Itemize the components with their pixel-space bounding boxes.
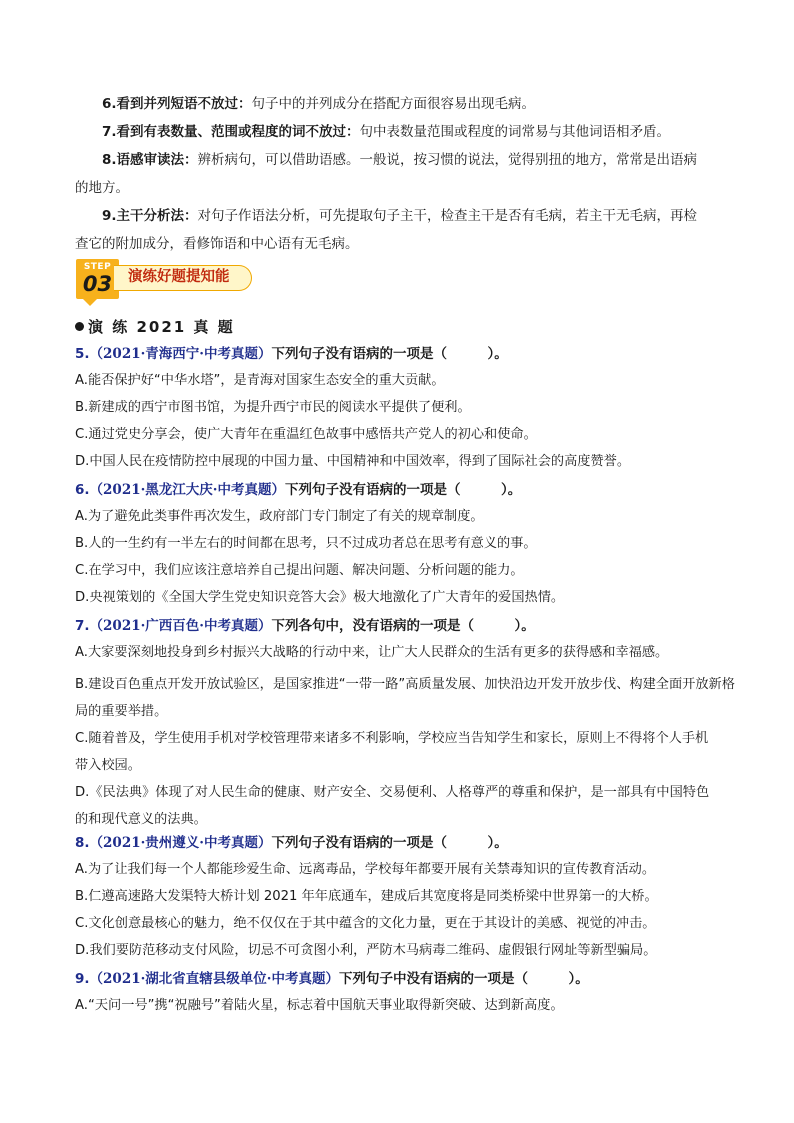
option-b: B.建设百色重点开发开放试验区，是国家推进“一带一路”高质量发展、加快沿边开发开放步伐、构建全面开放新格局的重要举措。 [75,677,735,719]
question-stem: 下列各句中，没有语病的一项是（ ）。 [271,618,535,634]
question-stem: 下列句子中没有语病的一项是（ ）。 [339,971,589,987]
option-a: A.“天问一号”携“祝融号”着陆火星，标志着中国航天事业取得新突破、达到新高度。 [75,998,564,1013]
question-number: 9. [75,971,90,987]
question-5-stem [75,345,735,363]
tip-text: 句中表数量范围或程度的词常易与其他词语相矛盾。 [359,124,671,140]
option-a: A.大家要深刻地投身到乡村振兴大战略的行动中来，让广大人民群众的生活有更多的获得感和幸福感。 [75,645,669,660]
question-source: （2021·湖北省直辖县级单位·中考真题） [89,971,340,987]
tip-text: 对句子作语法分析，可先提取句子主干，检查主干是否有毛病，若主干无毛病，再检 [197,208,698,224]
question-number: 7. [75,618,90,634]
step-word: STEP [83,262,112,272]
option-c: C.在学习中，我们应该注意培养自己提出问题、解决问题、分析问题的能力。 [75,563,524,578]
tip-label: 6.看到并列短语不放过： [102,96,252,112]
question-number: 5. [75,346,90,362]
option-a: A.能否保护好“中华水塔”，是青海对国家生态安全的重大贡献。 [75,373,445,388]
question-stem: 下列句子没有语病的一项是（ ）。 [271,346,508,362]
tip-7 [75,123,762,141]
question-source: （2021·青海西宁·中考真题） [89,346,272,362]
bullet-icon [75,322,84,331]
step-number: 03 [82,272,113,296]
tip-6 [75,95,762,113]
question-source: （2021·贵州遵义·中考真题） [89,835,272,851]
question-6-stem [75,481,735,499]
tip-label: 9.主干分析法： [102,208,198,224]
question-source: （2021·黑龙江大庆·中考真题） [89,482,286,498]
tip-9-continued: 查它的附加成分，看修饰语和中心语有无毛病。 [75,236,359,252]
option-c: C.文化创意最核心的魅力，绝不仅仅在于其中蕴含的文化力量，更在于其设计的美感、视觉的冲击。 [75,916,656,931]
question-7-stem [75,617,735,635]
tip-label: 7.看到有表数量、范围或程度的词不放过： [102,124,360,140]
option-d: D.我们要防范移动支付风险，切忌不可贪图小利，严防木马病毒二维码、虚假银行网址等新型骗局。 [75,943,657,958]
option-a: A.为了避免此类事件再次发生，政府部门专门制定了有关的规章制度。 [75,509,484,524]
section-title [75,316,235,337]
option-d: D.中国人民在疫情防控中展现的中国力量、中国精神和中国效率，得到了国际社会的高度赞誉。 [75,454,631,469]
option-a: A.为了让我们每一个人都能珍爱生命、远离毒品，学校每年都要开展有关禁毒知识的宣传教育活动。 [75,862,656,877]
question-8-stem [75,834,735,852]
step-badge [76,259,119,299]
step-title: 演练好题提知能 [114,265,252,291]
question-source: （2021·广西百色·中考真题） [89,618,272,634]
tip-text: 句子中的并列成分在搭配方面很容易出现毛病。 [251,96,536,112]
section-title-text: 演 练 2021 真 题 [88,318,235,336]
question-stem: 下列句子没有语病的一项是（ ）。 [285,482,522,498]
step-banner [76,259,254,301]
question-number: 6. [75,482,90,498]
question-number: 8. [75,835,90,851]
question-9-stem [75,970,735,988]
tip-8-continued: 的地方。 [75,180,129,196]
tip-8 [75,151,762,169]
tip-9 [75,207,762,225]
tip-label: 8.语感审读法： [102,152,198,168]
option-b: B.人的一生约有一半左右的时间都在思考，只不过成功者总在思考有意义的事。 [75,536,537,551]
question-stem: 下列句子没有语病的一项是（ ）。 [271,835,508,851]
option-c: C.随着普及，学生使用手机对学校管理带来诸多不利影响，学校应当告知学生和家长，原则上不得将个人手机带入校园。 [75,731,709,773]
option-d: D.《民法典》体现了对人民生命的健康、财产安全、交易便利、人格尊严的尊重和保护，是一部具有中国特色的和现代意义的法典。 [75,785,710,827]
option-b: B.新建成的西宁市图书馆，为提升西宁市民的阅读水平提供了便利。 [75,400,471,415]
tip-text: 辨析病句，可以借助语感。一般说，按习惯的说法，觉得别扭的地方，常常是出语病 [197,152,698,168]
option-c: C.通过党史分享会，使广大青年在重温红色故事中感悟共产党人的初心和使命。 [75,427,537,442]
option-b: B.仁遵高速路大发渠特大桥计划 2021 年年底通车，建成后其宽度将是同类桥梁中世界第一的大桥。 [75,889,658,904]
option-d: D.央视策划的《全国大学生党史知识竞答大会》极大地激化了广大青年的爱国热情。 [75,590,565,605]
